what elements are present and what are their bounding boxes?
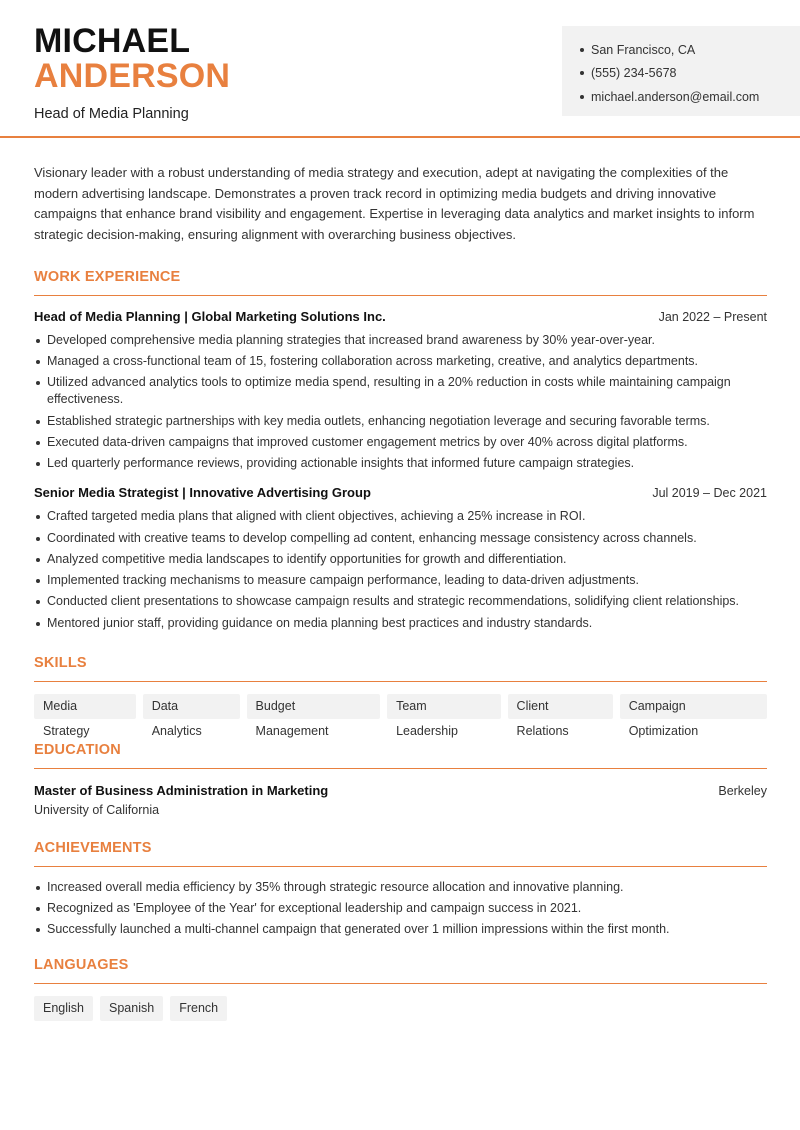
job-header bbox=[34, 309, 767, 324]
education-school: University of California bbox=[34, 802, 160, 817]
job-bullet: Led quarterly performance reviews, providing actionable insights that informed future campaign strategies. bbox=[34, 455, 767, 472]
skill-tag: Budget Management bbox=[247, 694, 381, 719]
languages-list bbox=[34, 996, 767, 1021]
job-dates: Jul 2019 – Dec 2021 bbox=[652, 486, 767, 501]
skill-tag: Client Relations bbox=[508, 694, 613, 719]
last-name: ANDERSON bbox=[34, 57, 231, 95]
job-bullet: Executed data-driven campaigns that improved customer engagement metrics by over 40% across digital platforms. bbox=[34, 434, 767, 451]
job-header bbox=[34, 485, 767, 500]
job-role: Senior Media Strategist | Innovative Advertising Group bbox=[34, 485, 371, 501]
skill-tag: Media Strategy bbox=[34, 694, 136, 719]
language-tag: Spanish bbox=[100, 996, 163, 1021]
job-bullets bbox=[34, 332, 767, 472]
contact-phone bbox=[580, 62, 800, 86]
achievement-item: Increased overall media efficiency by 35% through strategic resource allocation and innovative planning. bbox=[34, 879, 767, 896]
education-location: Berkeley bbox=[718, 783, 767, 798]
contact-email-text[interactable]: michael.anderson@email.com bbox=[591, 89, 760, 104]
section-title-skills: SKILLS bbox=[34, 655, 767, 682]
job-bullet: Developed comprehensive media planning strategies that increased brand awareness by 30% year-over-year. bbox=[34, 332, 767, 349]
achievements-list bbox=[34, 879, 767, 939]
job-bullet: Coordinated with creative teams to develop compelling ad content, enhancing message consistency across channels. bbox=[34, 530, 767, 547]
contact-box bbox=[562, 26, 800, 116]
education-header bbox=[34, 783, 767, 798]
section-title-achievements: ACHIEVEMENTS bbox=[34, 840, 767, 867]
job-bullet: Implemented tracking mechanisms to measure campaign performance, leading to data-driven adjustments. bbox=[34, 572, 767, 589]
language-tag: English bbox=[34, 996, 93, 1021]
section-title-languages: LANGUAGES bbox=[34, 957, 767, 984]
contact-phone-text: (555) 234-5678 bbox=[591, 66, 677, 81]
section-title-education: EDUCATION bbox=[34, 742, 767, 769]
job-bullet: Conducted client presentations to showcase campaign results and strategic recommendations, solidifying client relationships. bbox=[34, 593, 767, 610]
job-role: Head of Media Planning | Global Marketing Solutions Inc. bbox=[34, 308, 386, 324]
language-tag: French bbox=[170, 996, 227, 1021]
job-bullet: Established strategic partnerships with key media outlets, enhancing negotiation leverage and securing favorable terms. bbox=[34, 413, 767, 430]
skill-tag: Campaign Optimization bbox=[620, 694, 767, 719]
skill-tag: Data Analytics bbox=[143, 694, 240, 719]
section-title-work: WORK EXPERIENCE bbox=[34, 269, 767, 296]
job-title: Head of Media Planning bbox=[34, 106, 189, 122]
job-bullet: Mentored junior staff, providing guidance on media planning best practices and industry standards. bbox=[34, 615, 767, 632]
skills-list bbox=[34, 694, 767, 738]
bullet-icon bbox=[580, 48, 584, 52]
skill-tag: Team Leadership bbox=[387, 694, 500, 719]
resume-body bbox=[34, 163, 767, 1021]
education-degree: Master of Business Administration in Marketing bbox=[34, 782, 329, 798]
summary: Visionary leader with a robust understanding of media strategy and execution, adept at navigating the complexities of the modern advertising landscape. Demonstrates a proven track record in optimizing media budgets and driving innovative campaigns that enhance brand visibility and engagement. Expertise in leveraging data analytics and market insights to inform strategic decision-making, ensuring alignment with overarching business objectives. bbox=[34, 165, 755, 243]
name-block bbox=[34, 24, 230, 122]
achievement-item: Recognized as 'Employee of the Year' for exceptional leadership and campaign success in 2021. bbox=[34, 900, 767, 917]
job-bullet: Crafted targeted media plans that aligned with client objectives, achieving a 25% increase in ROI. bbox=[34, 508, 767, 525]
job-bullet: Managed a cross-functional team of 15, fostering collaboration across marketing, creative, and analytics departments. bbox=[34, 353, 767, 370]
contact-email[interactable] bbox=[580, 85, 800, 109]
contact-location bbox=[580, 38, 800, 62]
first-name: MICHAEL bbox=[34, 22, 191, 60]
bullet-icon bbox=[580, 71, 584, 75]
job-entry bbox=[34, 485, 767, 631]
job-entry bbox=[34, 309, 767, 472]
achievement-item: Successfully launched a multi-channel campaign that generated over 1 million impressions within the first month. bbox=[34, 921, 767, 938]
resume-header bbox=[0, 0, 800, 138]
contact-location-text: San Francisco, CA bbox=[591, 42, 696, 57]
job-bullet: Utilized advanced analytics tools to optimize media spend, resulting in a 20% reduction in costs while maintaining campaign effectiveness. bbox=[34, 374, 767, 408]
job-bullets bbox=[34, 508, 767, 631]
bullet-icon bbox=[580, 95, 584, 99]
education-entry bbox=[34, 783, 767, 817]
job-bullet: Analyzed competitive media landscapes to identify opportunities for growth and differentiation. bbox=[34, 551, 767, 568]
job-dates: Jan 2022 – Present bbox=[658, 309, 767, 324]
